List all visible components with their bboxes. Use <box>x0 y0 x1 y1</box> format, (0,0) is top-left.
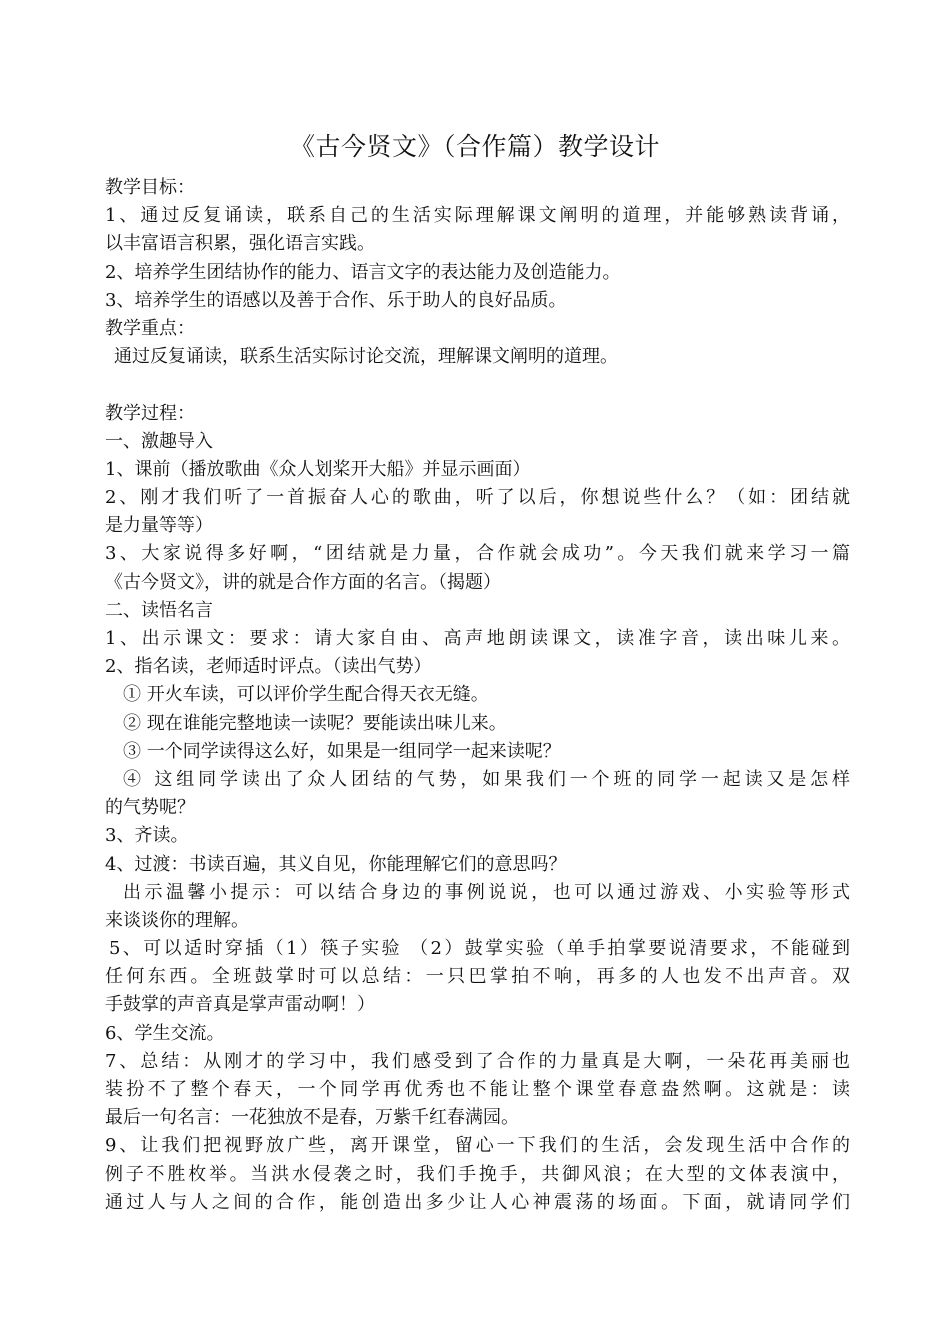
text-line: 1、课前（播放歌曲《众人划桨开大船》并显示画面） <box>105 458 531 480</box>
text-line: 例子不胜枚举。当洪水侵袭之时，我们手挽手，共御风浪；在大型的文体表演中， <box>105 1163 850 1185</box>
document-title: 《古今贤文》（合作篇）教学设计 <box>289 132 660 161</box>
text-line: ④ 这组同学读出了众人团结的气势，如果我们一个班的同学一起读又是怎样 <box>123 768 850 790</box>
text-line: 一、激趣导入 <box>105 430 213 452</box>
text-line: 通过反复诵读，联系生活实际讨论交流，理解课文阐明的道理。 <box>114 346 618 368</box>
text-line: 装扮不了整个春天，一个同学再优秀也不能让整个课堂春意盎然啊。这就是：读 <box>105 1079 850 1100</box>
text-line: 是力量等等） <box>105 515 213 537</box>
text-line: ① 开火车读，可以评价学生配合得天衣无缝。 <box>123 684 489 706</box>
text-line: 教学过程： <box>105 402 195 424</box>
text-line: 的气势呢？ <box>105 797 195 819</box>
text-line: 手鼓掌的声音真是掌声雷动啊！） <box>105 994 375 1016</box>
text-line: ② 现在谁能完整地读一读呢？要能读出味儿来。 <box>123 712 507 734</box>
text-line: 3、齐读。 <box>105 825 189 847</box>
text-line: 1、出示课文：要求：请大家自由、高声地朗读课文，读准字音，读出味儿来。 <box>105 628 850 649</box>
text-line: 7、总结：从刚才的学习中，我们感受到了合作的力量真是大啊，一朵花再美丽也 <box>105 1050 850 1072</box>
text-line: 教学目标： <box>105 177 195 198</box>
text-line: 以丰富语言积累，强化语言实践。 <box>105 233 375 255</box>
text-line: 出示温馨小提示：可以结合身边的事例说说，也可以通过游戏、小实验等形式 <box>123 881 850 903</box>
text-line: 2、指名读，老师适时评点。（读出气势） <box>105 656 432 678</box>
text-line: 教学重点： <box>105 317 195 339</box>
text-line: 9、让我们把视野放广些，离开课堂，留心一下我们的生活，会发现生活中合作的 <box>105 1135 850 1157</box>
text-line: 3、大家说得多好啊，“团结就是力量，合作就会成功”。今天我们就来学习一篇 <box>105 543 850 565</box>
blank-line <box>105 371 850 399</box>
text-line: 1、通过反复诵读，联系自己的生活实际理解课文阐明的道理，并能够熟读背诵， <box>105 205 850 227</box>
text-line: 2、培养学生团结协作的能力、语言文字的表达能力及创造能力。 <box>105 261 621 283</box>
text-line: 最后一句名言：一花独放不是春，万紫千红春满园。 <box>105 1107 519 1129</box>
document-body <box>105 174 850 1217</box>
text-line: 来谈谈你的理解。 <box>105 909 249 931</box>
text-line: 2、刚才我们听了一首振奋人心的歌曲，听了以后，你想说些什么？（如：团结就 <box>105 487 850 509</box>
text-line: 5、可以适时穿插（1）筷子实验 （2）鼓掌实验（单手拍掌要说清要求，不能碰到 <box>109 938 850 960</box>
text-line: 3、培养学生的语感以及善于合作、乐于助人的良好品质。 <box>105 289 567 311</box>
text-line: 二、读悟名言 <box>105 599 213 621</box>
text-line: 任何东西。全班鼓掌时可以总结：一只巴掌拍不响，再多的人也发不出声音。双 <box>105 966 850 988</box>
text-line: 6、学生交流。 <box>105 1022 225 1044</box>
text-line: 通过人与人之间的合作，能创造出多少让人心神震荡的场面。下面，就请同学们 <box>105 1191 850 1213</box>
text-line: 4、过渡：书读百遍，其义自见，你能理解它们的意思吗？ <box>105 853 567 875</box>
text-line: ③ 一个同学读得这么好，如果是一组同学一起来读呢？ <box>123 740 561 762</box>
text-line: 《古今贤文》，讲的就是合作方面的名言。（揭题） <box>105 571 501 593</box>
